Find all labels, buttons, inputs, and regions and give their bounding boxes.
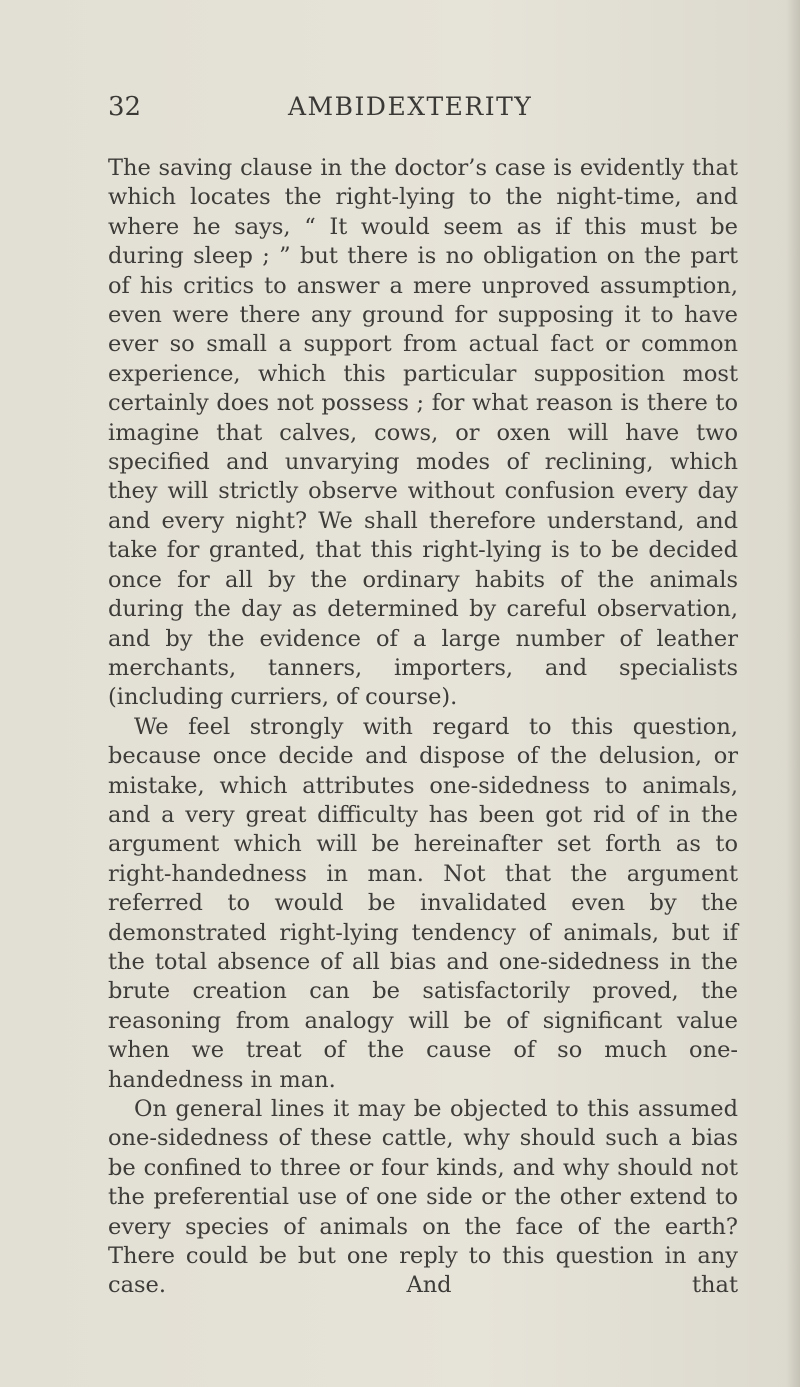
paragraph-3: On general lines it may be objected to this assumed one-sidedness of these cattle, why should such a bias be confined to three or four kinds, and why should not the preferential use of one side or the other extend to every species of animals on the face of the earth? There could be but one reply to this question in any case. And that bbox=[108, 1096, 738, 1299]
paragraph-1: The saving clause in the doctor’s case is evidently that which locates the right-lying to the night-time, and where he says, “ It would seem as if this must be during sleep ; ” but there is no obligation on the part of his critics to answer a mere unproved assumption, even were there any ground for supposing it to have ever so small a support from actual fact or common experience, which this particular supposition most certainly does not possess ; for what reason is there to imagine that calves, cows, or oxen will have two specified and unvarying modes of reclining, which they will strictly observe without confusion every day and every night? We shall therefore understand, and take for granted, that this right-lying is to be decided once for all by the ordinary habits of the animals during the day as determined by careful observation, and by the evidence of a large number of leather merchants, tanners, importers, and specialists (including curriers, of course). bbox=[108, 155, 738, 711]
page-header bbox=[108, 92, 728, 126]
body-text bbox=[108, 154, 738, 1301]
running-title: AMBIDEXTERITY bbox=[288, 92, 533, 121]
page-number: 32 bbox=[108, 92, 142, 122]
paragraph-2: We feel strongly with regard to this question, because once decide and dispose of the delusion, or mistake, which attributes one-sidedness to animals, and a very great difficulty has been got rid of in the argument which will be hereinafter set forth as to right-handedness in man. Not that the argument referred to would be invalidated even by the demonstrated right-lying tendency of animals, but if the total absence of all bias and one-sidedness in the brute creation can be satisfactorily proved, the reasoning from analogy will be of significant value when we treat of the cause of so much one-handedness in man. bbox=[108, 713, 738, 1093]
page-edge-shadow bbox=[786, 0, 800, 1387]
